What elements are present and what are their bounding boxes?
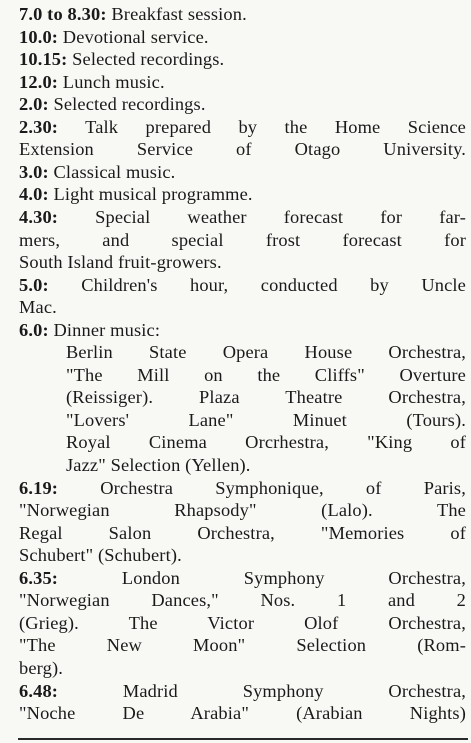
schedule-line: [19, 3, 466, 25]
time-label: 7.0 to 8.30:: [19, 4, 107, 24]
schedule-line: [19, 319, 466, 341]
schedule-line: [19, 477, 466, 499]
schedule-line: [19, 48, 466, 70]
schedule-line: Extension Service of Otago University.: [19, 139, 466, 160]
time-label: 10.15:: [19, 49, 68, 70]
schedule-line: "The Mill on the Cliffs" Overture: [66, 364, 466, 385]
program-text: Dinner music:: [48, 319, 161, 340]
schedule-line: [19, 93, 466, 115]
schedule-line: [19, 183, 466, 205]
time-label: 6.35:: [19, 567, 59, 588]
program-text: London Symphony Orchestra,: [58, 567, 466, 588]
schedule-line: [19, 116, 466, 138]
schedule-line: "Norwegian Dances," Nos. 1 and 2: [19, 590, 466, 611]
time-label: 4.30:: [19, 206, 59, 227]
schedule-line: [19, 206, 466, 228]
schedule-line: [19, 71, 466, 93]
program-text: Lunch music.: [58, 71, 165, 92]
schedule-line: "Noche De Arabia" (Arabian Nights): [19, 703, 466, 724]
schedule-line: mers, and special frost forecast for: [19, 229, 466, 250]
schedule-line: (Grieg). The Victor Olof Orchestra,: [19, 612, 466, 633]
schedule-line: (Reissiger). Plaza Theatre Orchestra,: [66, 387, 466, 408]
schedule-line: South Island fruit-growers.: [19, 252, 222, 273]
program-text: Light musical programme.: [48, 184, 253, 205]
schedule-line: Jazz" Selection (Yellen).: [66, 455, 251, 475]
schedule-line: [19, 680, 466, 702]
schedule-line: "Lovers' Lane" Minuet (Tours).: [66, 409, 466, 430]
schedule-line: berg).: [19, 657, 63, 678]
schedule-line: [19, 26, 466, 48]
time-label: 6.48:: [19, 680, 59, 701]
schedule-line: Royal Cinema Orcrhestra, "King of: [66, 432, 466, 453]
time-label: 6.0:: [19, 319, 49, 340]
program-text: Selected recordings.: [48, 94, 206, 115]
column-rule: [18, 738, 468, 740]
program-text: Breakfast session.: [106, 4, 247, 24]
schedule-line: Berlin State Opera House Orchestra,: [66, 342, 466, 363]
program-text: Children's hour, conducted by Uncle: [48, 274, 466, 295]
time-label: 3.0:: [19, 161, 49, 182]
program-text: Selected recordings.: [67, 49, 225, 70]
time-label: 4.0:: [19, 184, 49, 205]
schedule-line: [19, 161, 466, 183]
program-text: Madrid Symphony Orchestra,: [58, 680, 466, 701]
time-label: 2.30:: [19, 116, 59, 137]
time-label: 12.0:: [19, 71, 59, 92]
time-label: 5.0:: [19, 274, 49, 295]
program-text: Classical music.: [48, 161, 176, 182]
program-text: Orchestra Symphonique, of Paris,: [58, 477, 466, 498]
schedule-line: [19, 274, 466, 296]
program-text: Special weather forecast for far-: [58, 206, 466, 227]
schedule-line: [19, 567, 466, 589]
program-text: Devotional service.: [58, 26, 209, 47]
schedule-line: "Norwegian Rhapsody" (Lalo). The: [19, 500, 466, 521]
time-label: 2.0:: [19, 94, 49, 115]
time-label: 6.19:: [19, 477, 59, 498]
program-text: Talk prepared by the Home Science: [58, 116, 466, 137]
schedule-line: Schubert" (Schubert).: [19, 545, 182, 566]
schedule-line: "The New Moon" Selection (Rom-: [19, 635, 466, 656]
schedule-line: Mac.: [19, 297, 57, 318]
time-label: 10.0:: [19, 26, 59, 47]
schedule-line: Regal Salon Orchestra, "Memories of: [19, 522, 466, 543]
